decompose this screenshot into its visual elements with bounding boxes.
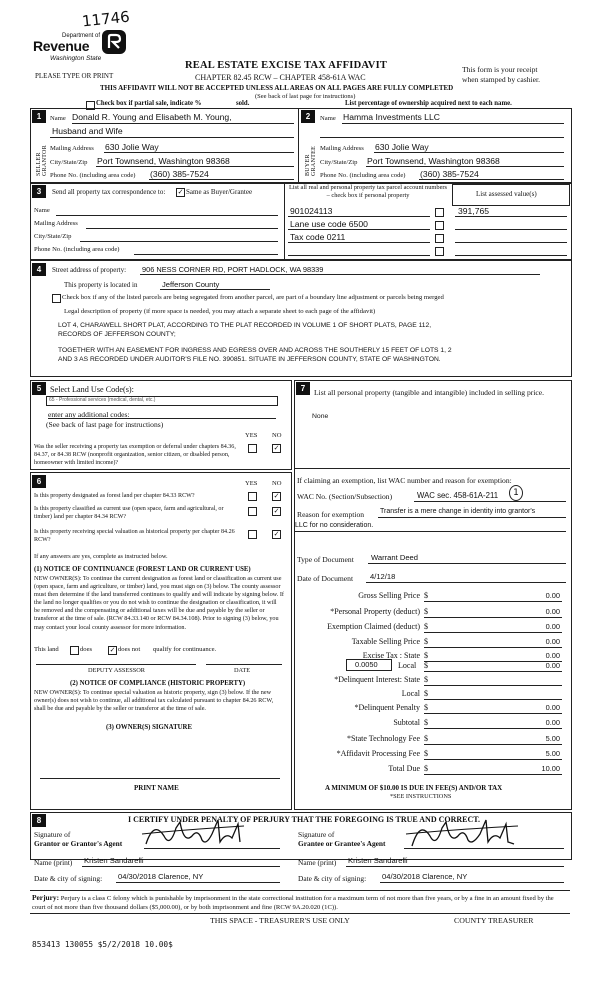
buyer-grantee-label: BUYER GRANTEE [305, 145, 317, 176]
form-chapter: CHAPTER 82.45 RCW – CHAPTER 458-61A WAC [195, 73, 366, 82]
historic-question: Is this property receiving special valuation as historical property per chapter 84.26 RCW? [34, 529, 235, 543]
fee-label: Total Due [388, 764, 420, 773]
section-4-number: 4 [32, 263, 46, 276]
section-5-number: 5 [32, 382, 46, 395]
form-title: REAL ESTATE EXCISE TAX AFFIDAVIT [185, 60, 388, 71]
fee-label: Excise Tax : State [362, 651, 420, 660]
personal-property-checkbox[interactable] [435, 234, 444, 243]
see-instructions-note: *SEE INSTRUCTIONS [390, 793, 452, 800]
fee-label: *State Technology Fee [346, 734, 420, 743]
property-street: 906 NESS CORNER RD, PORT HADLOCK, WA 98339 [142, 265, 324, 274]
notice-continuance-body: NEW OWNER(S): To continue the current designation as forest land or classification as current use (open space, farm and agriculture, or timber) land, you must sign on (3) below. The county assessor must then determine if the land transferred continues to qualify and will indicate by signing below. If the land no longer qualifies or you do not wish to continue the designation or classification, it will be removed and the compensating or additional taxes will be due and payable by the seller or transferor at the time of sale. (RCW 84.33.140 or RCW 84.34.108). Prior to signing (3) below, you may contact your local county assessor for more information. [34, 575, 284, 631]
seller-address: 630 Jolie Way [105, 142, 159, 152]
fee-value: 0.00 [545, 591, 560, 600]
ownership-note: List percentage of ownership acquired next to each name. [345, 100, 512, 107]
assessed-value: 391,765 [458, 206, 490, 216]
treasurer-space-label: THIS SPACE - TREASURER'S USE ONLY [210, 916, 350, 925]
personal-property-checkbox[interactable] [435, 247, 444, 256]
fee-label: *Delinquent Penalty [354, 703, 420, 712]
fee-label: Local [398, 661, 417, 670]
historic-yes-checkbox[interactable] [248, 530, 257, 539]
wac-subsection-circled: 1 [509, 485, 523, 501]
form-warning: THIS AFFIDAVIT WILL NOT BE ACCEPTED UNLESS ALL AREAS ON ALL PAGES ARE FULLY COMPLETED [100, 84, 454, 92]
seller-city: Port Townsend, Washington 98368 [97, 156, 230, 166]
fee-label: Gross Selling Price [358, 591, 420, 600]
property-county: Jefferson County [162, 280, 220, 289]
current-use-no-checkbox[interactable]: ✓ [273, 507, 280, 515]
exemption-reason-2: LLC for no consideration. [295, 522, 374, 529]
seller-name: Donald R. Young and Elisabeth M. Young, [72, 112, 232, 122]
land-does-not-checkbox[interactable]: ✓ [109, 646, 116, 654]
grantee-print-name: Kristen Sandarelli [348, 856, 408, 865]
notice-continuance-title: (1) NOTICE OF CONTINUANCE (FOREST LAND OR CURRENT USE) [34, 566, 251, 573]
legal-description-2: RECORDS OF JEFFERSON COUNTY; [58, 331, 176, 338]
buyer-city: Port Townsend, Washington 98368 [367, 156, 500, 166]
fee-value: 0.00 [545, 622, 560, 631]
historic-no-checkbox[interactable]: ✓ [273, 530, 280, 538]
parcel-number: Tax code 0211 [290, 232, 346, 242]
forest-no-checkbox[interactable]: ✓ [273, 492, 280, 500]
grantor-print-name: Kristen Sandarelli [84, 856, 144, 865]
section-8-number: 8 [32, 814, 46, 827]
handwritten-file-number: 11746 [81, 7, 131, 31]
buyer-phone: (360) 385-7524 [420, 169, 479, 179]
seller-phone: (360) 385-7524 [150, 169, 209, 179]
grantor-date-city: 04/30/2018 Clarence, NY [118, 872, 204, 881]
cashier-stamp: 853413 130055 $5/2/2018 10.00$ [32, 940, 173, 949]
same-as-buyer-checkbox[interactable]: ✓ [177, 188, 184, 196]
document-date: 4/12/18 [370, 572, 396, 581]
fee-label: Subtotal [393, 718, 420, 727]
segregated-checkbox[interactable] [52, 294, 61, 303]
grantor-signature-icon [140, 814, 250, 854]
personal-property-label: List all personal property (tangible and intangible) included in selling price. [314, 388, 545, 397]
notice-compliance-title: (2) NOTICE OF COMPLIANCE (HISTORIC PROPERTY) [70, 680, 246, 687]
grantee-date-city: 04/30/2018 Clarence, NY [382, 872, 468, 881]
parcel-number: 901024113 [290, 206, 333, 216]
wac-number: WAC sec. 458-61A-211 [417, 491, 499, 500]
personal-property-checkbox[interactable] [435, 221, 444, 230]
seller-grantor-label: SELLER GRANTOR [36, 145, 48, 176]
fee-label: *Delinquent Interest: State [334, 675, 420, 684]
minimum-fee-note: A MINIMUM OF $10.00 IS DUE IN FEE(S) AND/OR TAX [325, 784, 503, 792]
parcel-number: Lane use code 6500 [290, 219, 368, 229]
legal-description-1: LOT 4, CHARAWELL SHORT PLAT, ACCORDING TO THE PLAT RECORDED IN VOLUME 1 OF SHORT PLATS, PAGE 112, [58, 322, 432, 329]
fee-label: *Personal Property (deduct) [330, 607, 420, 616]
notice-compliance-body: NEW OWNER(S): To continue special valuation as historic property, sign (3) below. If the new owner(s) does not wish to continue, all additional tax calculated pursuant to chapter 84.26 RCW, shall be due and payable by the seller or transferor at the time of sale. [34, 689, 274, 713]
fee-value: 5.00 [545, 734, 560, 743]
print-name-label: PRINT NAME [134, 784, 179, 792]
fee-value: 5.00 [545, 749, 560, 758]
legal-description-4: AND 3 AS RECORDED UNDER AUDITOR'S FILE NO. 390851. SITUATE IN JEFFERSON COUNTY, STATE OF WASHINGTON. [58, 356, 441, 363]
buyer-name: Hamma Investments LLC [343, 112, 440, 122]
forest-land-question: Is this property designated as forest land per chapter 84.33 RCW? [34, 493, 195, 499]
fee-value: 0.00 [545, 637, 560, 646]
personal-property-value: None [312, 413, 329, 420]
exemption-no-checkbox[interactable]: ✓ [273, 444, 280, 452]
fee-value: 0.00 [545, 703, 560, 712]
owner-signature-label: (3) OWNER(S) SIGNATURE [106, 724, 192, 731]
partial-sale-label: Check box if partial sale, indicate % [96, 100, 202, 107]
section-6-number: 6 [32, 475, 46, 488]
fee-label: Exemption Claimed (deduct) [327, 622, 420, 631]
land-use-select[interactable]: 65 - Professional services (medical, dental, etc.) [46, 396, 278, 406]
fee-label: Taxable Selling Price [351, 637, 420, 646]
current-use-yes-checkbox[interactable] [248, 507, 257, 516]
grantee-signature-icon [404, 814, 524, 854]
fee-value: 0.00 [545, 661, 560, 670]
personal-property-checkbox[interactable] [435, 208, 444, 217]
see-back-note: (See back of last page for instructions) [255, 93, 356, 100]
document-type: Warrant Deed [371, 553, 418, 562]
land-does-checkbox[interactable] [70, 646, 79, 655]
local-rate-box: 0.0050 [346, 659, 392, 671]
fee-value: 0.00 [545, 651, 560, 660]
current-use-question: Is this property classified as current use (open space, farm and agricultural, or timber) land per chapter 84.34 RCW? [34, 506, 224, 520]
exemption-reason-1: Transfer is a mere change in identity into grantor's [380, 508, 536, 515]
revenue-logo-icon [101, 29, 127, 55]
assessed-header: List assessed value(s) [476, 190, 537, 198]
county-treasurer-label: COUNTY TREASURER [454, 916, 534, 925]
receipt-note-1: This form is your receipt [462, 65, 538, 74]
section-7-number: 7 [296, 382, 310, 395]
perjury-notice: Perjury: Perjury is a class C felony which is punishable by imprisonment in the state correctional institution for a maximum term of not more than five years, or by a fine in an amount fixed by the court of not more than five thousand dollars ($5,000.00), or by both imprisonment and fine (RCW 9A.20.020 (1C)). [32, 893, 554, 911]
exemption-yes-checkbox[interactable] [248, 444, 257, 453]
fee-value: 0.00 [545, 607, 560, 616]
fee-value: 0.00 [545, 718, 560, 727]
sold-label: sold. [236, 100, 250, 107]
legal-description-3: TOGETHER WITH AN EASEMENT FOR INGRESS AND EGRESS OVER AND ACROSS THE SOUTHERLY 15 FEET OF LOTS 1, 2 [58, 347, 452, 354]
forest-yes-checkbox[interactable] [248, 492, 257, 501]
section-1-number: 1 [32, 110, 46, 123]
fee-value: 10.00 [541, 764, 560, 773]
section-3-number: 3 [32, 185, 46, 198]
section-2-number: 2 [301, 110, 315, 123]
certify-statement: I CERTIFY UNDER PENALTY OF PERJURY THAT THE FOREGOING IS TRUE AND CORRECT. [128, 815, 481, 824]
fee-label: *Affidavit Processing Fee [336, 749, 420, 758]
exemption-question: Was the seller receiving a property tax exemption or deferral under chapters 84.36, 84.37, or 84.38 RCW (nonprofit organization, senior citizen, or disabled person, homeowner with limited income)? [34, 444, 236, 466]
parcel-header: List all real and personal property tax parcel account numbers – check box if personal property [288, 184, 448, 199]
please-type-note: PLEASE TYPE OR PRINT [35, 72, 114, 80]
buyer-address: 630 Jolie Way [375, 142, 429, 152]
receipt-note-2: when stamped by cashier. [462, 75, 541, 84]
seller-name-2: Husband and Wife [52, 126, 123, 136]
fee-label: Local [401, 689, 420, 698]
